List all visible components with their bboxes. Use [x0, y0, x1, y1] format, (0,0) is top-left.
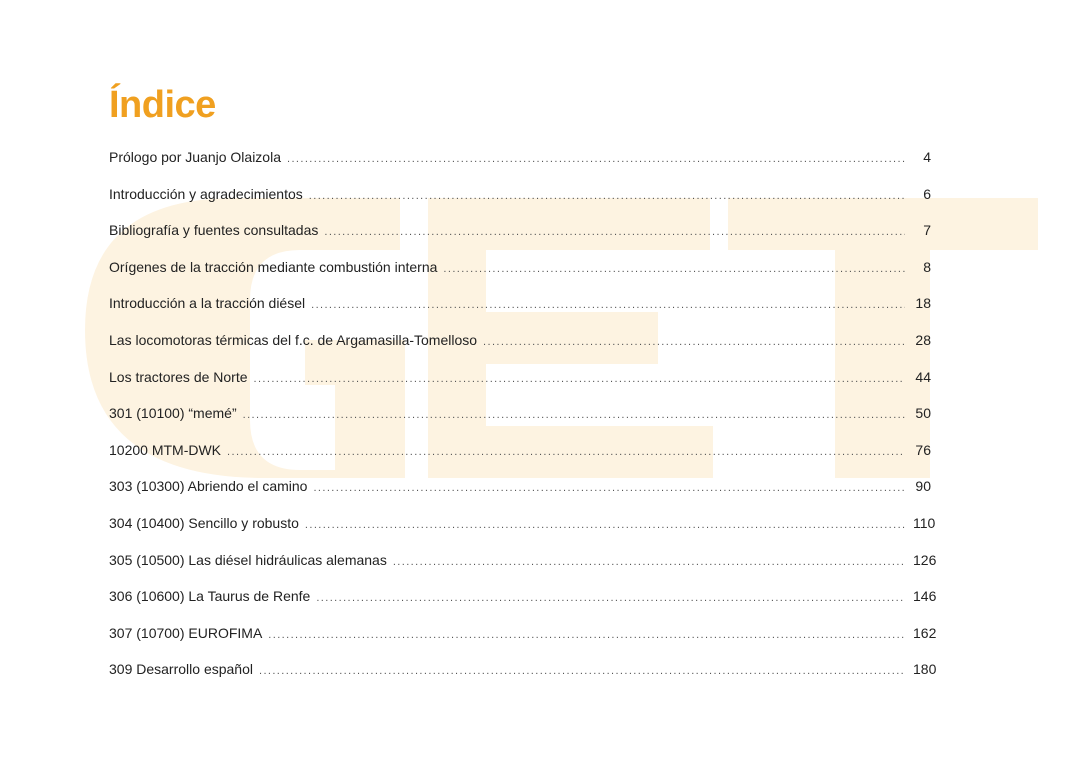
- toc-entry-page-number: 110: [913, 514, 936, 531]
- toc-entry-page-number: 8: [923, 258, 931, 275]
- dot-leader: [268, 626, 905, 644]
- toc-entry[interactable]: [109, 624, 937, 661]
- dot-leader: [483, 333, 905, 351]
- toc-entry-page-number: 7: [923, 222, 931, 239]
- toc-entry-page-number: 76: [915, 441, 931, 458]
- toc-entry-title: 305 (10500) Las diésel hidráulicas alemanas: [109, 551, 387, 568]
- toc-entry-title: 301 (10100) “memé”: [109, 405, 237, 422]
- toc-entry[interactable]: [109, 185, 931, 222]
- toc-entry[interactable]: [109, 148, 931, 185]
- dot-leader: [324, 223, 905, 241]
- toc-entry-page-number: 44: [915, 368, 931, 385]
- toc-entry-page-number: 18: [915, 295, 931, 312]
- toc-entry-page-number: 4: [923, 149, 931, 165]
- dot-leader: [313, 479, 905, 497]
- toc-entry-title: Introducción y agradecimientos: [109, 185, 303, 202]
- toc-entry[interactable]: [109, 551, 937, 588]
- dot-leader: [309, 187, 905, 205]
- table-of-contents: [109, 148, 937, 697]
- toc-entry-title: 309 Desarrollo español: [109, 661, 253, 678]
- dot-leader: [227, 443, 905, 461]
- toc-entry[interactable]: [109, 660, 937, 697]
- toc-entry-page-number: 180: [913, 661, 937, 678]
- toc-entry-title: Las locomotoras térmicas del f.c. de Argamasilla-Tomelloso: [109, 331, 478, 348]
- toc-entry[interactable]: [109, 477, 931, 514]
- dot-leader: [305, 516, 905, 534]
- dot-leader: [393, 553, 905, 571]
- index-page: [109, 80, 937, 697]
- toc-entry-title: 304 (10400) Sencillo y robusto: [109, 514, 299, 531]
- toc-entry-page-number: 126: [913, 551, 937, 568]
- toc-entry-title: 10200 MTM-DWK: [109, 441, 222, 458]
- toc-entry[interactable]: [109, 441, 931, 478]
- dot-leader: [311, 296, 905, 314]
- toc-entry[interactable]: [109, 368, 931, 405]
- toc-entry-title: Orígenes de la tracción mediante combustión interna: [109, 258, 438, 275]
- toc-entry-page-number: 146: [913, 588, 937, 605]
- toc-entry-page-number: 162: [913, 624, 937, 641]
- toc-entry-page-number: 50: [915, 405, 931, 422]
- dot-leader: [316, 589, 905, 607]
- toc-entry-page-number: 6: [923, 185, 931, 202]
- toc-entry-title: Prólogo por Juanjo Olaizola: [109, 149, 281, 165]
- dot-leader: [287, 150, 905, 168]
- toc-entry[interactable]: [109, 404, 931, 441]
- toc-entry[interactable]: [109, 258, 931, 295]
- toc-entry-title: Bibliografía y fuentes consultadas: [109, 222, 319, 239]
- toc-entry-page-number: 90: [915, 478, 931, 495]
- dot-leader: [254, 370, 905, 388]
- toc-entry-title: Los tractores de Norte: [109, 368, 248, 385]
- dot-leader: [443, 260, 905, 278]
- toc-entry[interactable]: [109, 294, 931, 331]
- toc-entry-title: Introducción a la tracción diésel: [109, 295, 306, 312]
- toc-entry[interactable]: [109, 587, 937, 624]
- dot-leader: [259, 662, 905, 680]
- toc-entry-title: 303 (10300) Abriendo el camino: [109, 478, 308, 495]
- toc-entry[interactable]: [109, 221, 931, 258]
- dot-leader: [243, 406, 905, 424]
- page-title: Índice: [109, 84, 216, 126]
- toc-entry[interactable]: [109, 331, 931, 368]
- toc-entry-title: 306 (10600) La Taurus de Renfe: [109, 588, 311, 605]
- toc-entry[interactable]: [109, 514, 936, 551]
- toc-entry-title: 307 (10700) EUROFIMA: [109, 624, 263, 641]
- toc-entry-page-number: 28: [915, 331, 931, 348]
